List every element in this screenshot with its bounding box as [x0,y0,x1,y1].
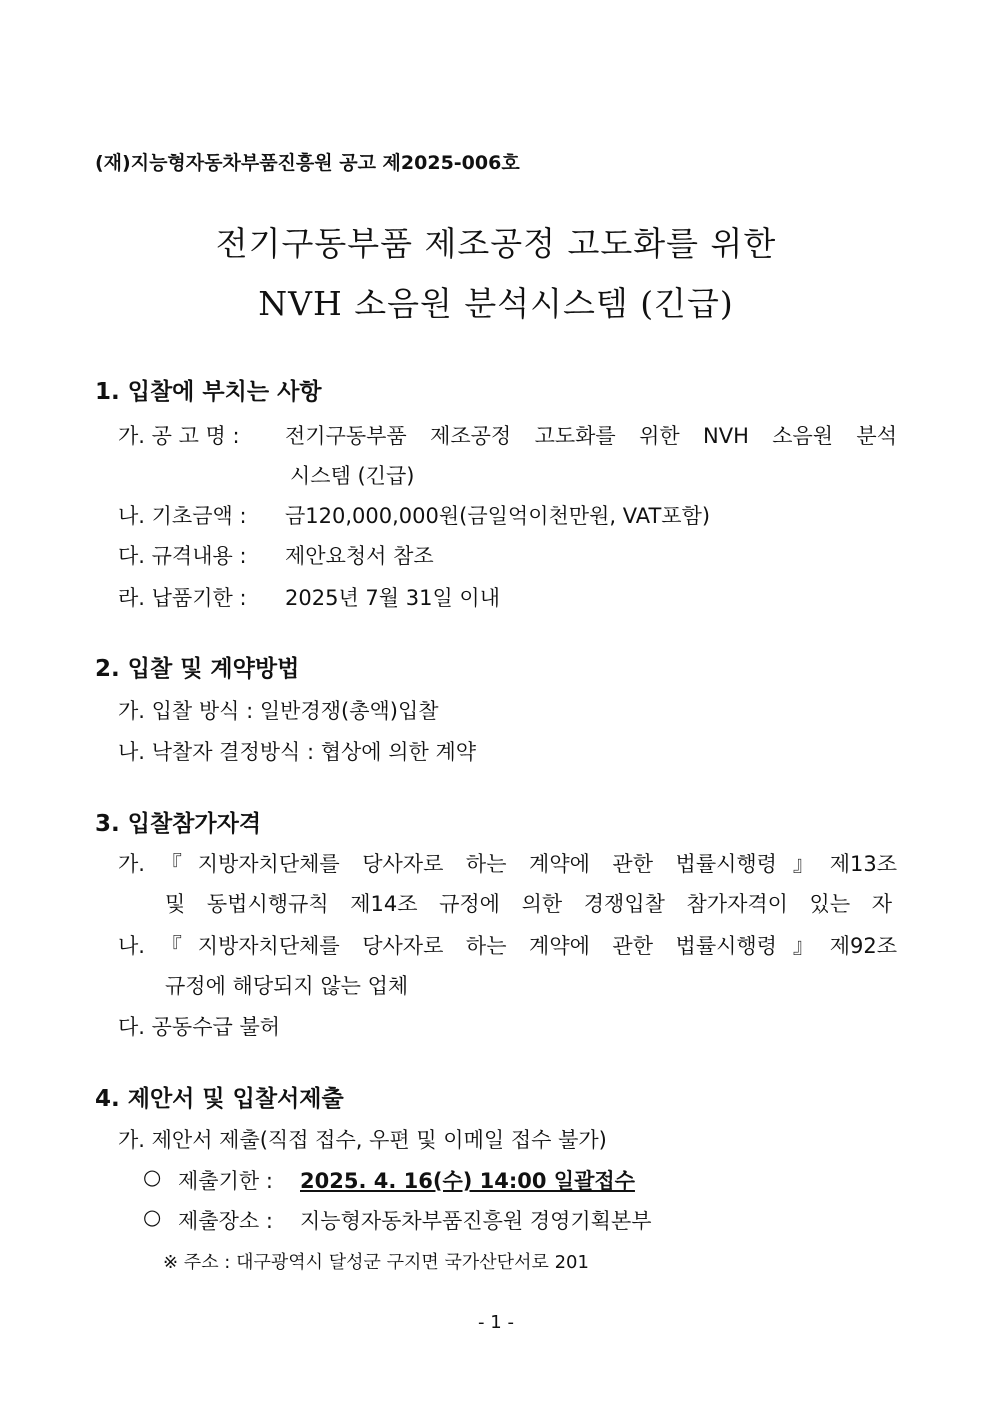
section-1-item-b-text: 금120,000,000원(금일억이천만원, VAT포함) [285,504,711,528]
document-title-line2: NVH 소음원 분석시스템 (긴급) [258,284,734,323]
section-1-item-a-prefix: 가. 공 고 명 : [118,424,240,448]
circle-bullet-icon: ○ [143,1165,162,1189]
page-number: - 1 - [478,1312,514,1333]
address-note: ※ 주소 : 대구광역시 달성군 구지면 국가산단서로 201 [163,1252,589,1273]
section-1-item-a-text: 전기구동부품 제조공정 고도화를 위한 NVH 소음원 분석 [285,424,897,448]
section-1-item-c-prefix: 다. 규격내용 : [118,544,247,568]
section-3-item-c: 다. 공동수급 불허 [118,1015,281,1039]
section-3-item-a: 가.『지방자치단체를 당사자로 하는 계약에 관한 법률시행령』제13조 [118,852,897,876]
section-3-item-a-cont: 및 동법시행규칙 제14조 규정에 의한 경쟁입찰 참가자격이 있는 자 [165,892,892,916]
section-2-item-b: 나. 낙찰자 결정방식 : 협상에 의한 계약 [118,740,477,764]
section-2-item-a: 가. 입찰 방식 : 일반경쟁(총액)입찰 [118,699,439,723]
section-2-heading: 2. 입찰 및 계약방법 [95,656,300,682]
section-1-item-c-text: 제안요청서 참조 [285,544,434,568]
document-title-line1: 전기구동부품 제조공정 고도화를 위한 [215,224,777,263]
section-3-item-b: 나.『지방자치단체를 당사자로 하는 계약에 관한 법률시행령』제92조 [118,934,897,958]
section-1-item-d-text: 2025년 7월 31일 이내 [285,586,500,610]
section-1-item-d-prefix: 라. 납품기한 : [118,586,247,610]
notice-number: (재)지능형자동차부품진흥원 공고 제2025-006호 [95,152,520,174]
section-4-item-a: 가. 제안서 제출(직접 접수, 우편 및 이메일 접수 불가) [118,1128,607,1152]
deadline-value: 2025. 4. 16(수) 14:00 일괄접수 [300,1169,635,1193]
section-3-heading: 3. 입찰참가자격 [95,811,262,837]
section-1-heading: 1. 입찰에 부치는 사항 [95,379,322,405]
section-1-item-a-cont: 시스템 (긴급) [290,464,415,488]
deadline-label: 제출기한 : [178,1169,273,1193]
location-label: 제출장소 : [178,1209,273,1233]
section-1-item-b-prefix: 나. 기초금액 : [118,504,247,528]
section-3-item-b-cont: 규정에 해당되지 않는 업체 [165,974,409,998]
location-value: 지능형자동차부품진흥원 경영기획본부 [300,1209,652,1233]
circle-bullet-icon: ○ [143,1205,162,1229]
section-4-heading: 4. 제안서 및 입찰서제출 [95,1086,344,1112]
